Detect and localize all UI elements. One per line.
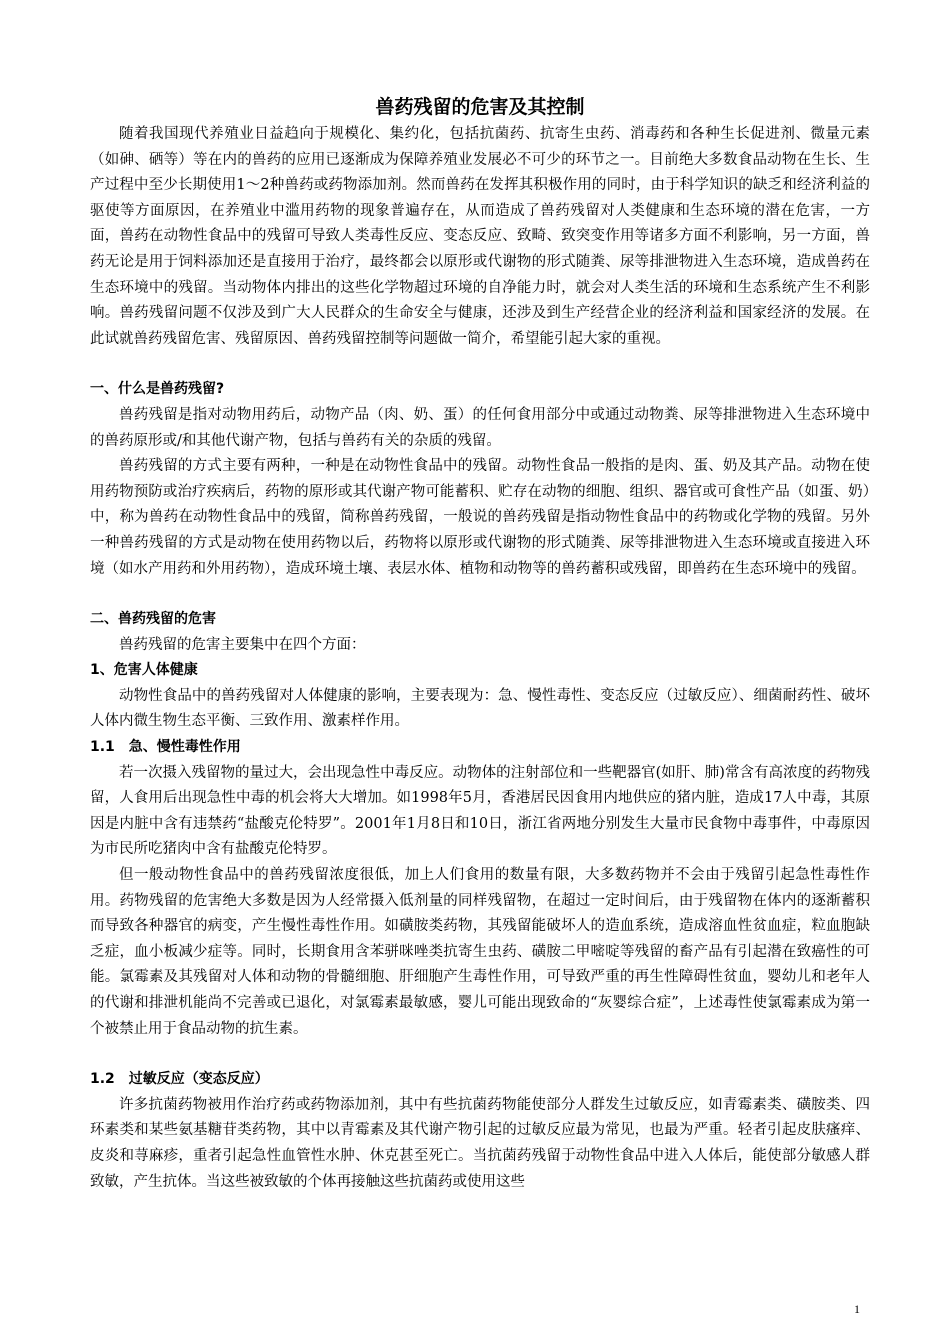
section1-heading: 一、什么是兽药残留? (90, 381, 225, 398)
intro-paragraph: 随着我国现代养殖业日益趋向于规模化、集约化，包括抗菌药、抗寄生虫药、消毒药和各种生长促进剂、微量元素（如砷、硒等）等在内的兽药的应用已逐渐成为保障养殖业发展必不可少的环节之一。目前绝大多数食品动物在生长、生产过程中至少长期使用1～2种兽药或药物添加剂。然而兽药在发挥其积极作用的同时，由于科学知识的缺乏和经济利益的驱使等方面原因，在养殖业中滥用药物的现象普遍存在，从而造成了兽药残留对人类健康和生态环境的潜在危害，一方面，兽药在动物性食品中的残留可导致人类毒性反应、变态反应、致畸、致突变作用等诸多方面不利影响，另一方面，兽药无论是用于饲料添加还是直接用于治疗，最终都会以原形或代谢物的形式随粪、尿等排泄物进入生态环境，造成兽药在生态环境中的残留。当动物体内排出的这些化学物超过环境的自净能力时，就会对人类生活的环境和生态系统产生不利影响。兽药残留问题不仅涉及到广大人民群众的生命安全与健康，还涉及到生产经营企业的经济利益和国家经济的发展。在此试就兽药残留危害、残留原因、兽药残留控制等问题做一简介，希望能引起大家的重视。 (90, 126, 870, 347)
subsection-1-1-paragraph-1: 若一次摄入残留物的量过大，会出现急性中毒反应。动物体的注射部位和一些靶器官(如肝、肺)常含有高浓度的药物残留，人食用后出现急性中毒的机会将大大增加。如1998年5月，香港居民因食用内地供应的猪内脏，造成17人中毒，其原因是内脏中含有违禁药“盐酸克伦特罗”。2001年1月8日和10日，浙江省两地分别发生大量市民食物中毒事件，中毒原因为市民所吃猪肉中含有盐酸克伦特罗。 (90, 764, 870, 858)
section2-heading: 二、兽药残留的危害 (90, 611, 216, 628)
subsection-1-2-paragraph-1: 许多抗菌药物被用作治疗药或药物添加剂，其中有些抗菌药物能使部分人群发生过敏反应，如青霉素类、磺胺类、四环素类和某些氨基糖苷类药物，其中以青霉素及其代谢产物引起的过敏反应最为常见，也最为严重。轻者引起皮肤瘙痒、皮炎和荨麻疹，重者引起急性血管性水肿、休克甚至死亡。当抗菌药残留于动物性食品中进入人体后，能使部分敏感人群致敏，产生抗体。当这些被致敏的个体再接触这些抗菌药或使用这些 (90, 1096, 870, 1190)
document-page (90, 92, 870, 1195)
subsection-1-1-heading: 1.1 急、慢性毒性作用 (90, 739, 241, 756)
subsection-1-heading: 1、危害人体健康 (90, 662, 198, 679)
spacer (90, 352, 870, 377)
section1-paragraph-2: 兽药残留的方式主要有两种，一种是在动物性食品中的残留。动物性食品一般指的是肉、蛋、奶及其产品。动物在使用药物预防或治疗疾病后，药物的原形或其代谢产物可能蓄积、贮存在动物的细胞、组织、器官或可食性产品（如蛋、奶）中，称为兽药在动物性食品中的残留，简称兽药残留，一般说的兽药残留是指动物性食品中的药物或化学物的残留。另外一种兽药残留的方式是动物在使用药物以后，药物将以原形或代谢物的形式随粪、尿等排泄物进入生态环境或直接进入环境（如水产用药和外用药物），造成环境土壤、表层水体、植物和动物等的兽药蓄积或残留，即兽药在生态环境中的残留。 (90, 458, 870, 577)
spacer (90, 582, 870, 607)
page-number: 1 (854, 1302, 860, 1316)
document-title: 兽药残留的危害及其控制 (375, 96, 585, 118)
subsection-1-2-heading: 1.2 过敏反应（变态反应） (90, 1071, 269, 1088)
section1-paragraph-1: 兽药残留是指对动物用药后，动物产品（肉、奶、蛋）的任何食用部分中或通过动物粪、尿等排泄物进入生态环境中的兽药原形或/和其他代谢产物，包括与兽药有关的杂质的残留。 (90, 406, 870, 449)
subsection-1-1-paragraph-2: 但一般动物性食品中的兽药残留浓度很低，加上人们食用的数量有限，大多数药物并不会由于残留引起急性毒性作用。药物残留的危害绝大多数是因为人经常摄入低剂量的同样残留物，在超过一定时间后，由于残留物在体内的逐渐蓄积而导致各种器官的病变，产生慢性毒性作用。如磺胺类药物，其残留能破坏人的造血系统，造成溶血性贫血症，粒血胞缺乏症，血小板减少症等。同时，长期食用含苯骈咪唑类抗寄生虫药、磺胺二甲嘧啶等残留的畜产品有引起潜在致癌性的可能。氯霉素及其残留对人体和动物的骨髓细胞、肝细胞产生毒性作用，可导致严重的再生性障碍性贫血，婴幼儿和老年人的代谢和排泄机能尚不完善或已退化，对氯霉素最敏感，婴儿可能出现致命的“灰婴综合症”，上述毒性使氯霉素成为第一个被禁止用于食品动物的抗生素。 (90, 867, 870, 1037)
spacer (90, 1042, 870, 1067)
section2-intro: 兽药残留的危害主要集中在四个方面： (119, 636, 366, 653)
subsection-1-paragraph: 动物性食品中的兽药残留对人体健康的影响，主要表现为：急、慢性毒性、变态反应（过敏反应）、细菌耐药性、破坏人体内微生物生态平衡、三致作用、激素样作用。 (90, 687, 870, 730)
